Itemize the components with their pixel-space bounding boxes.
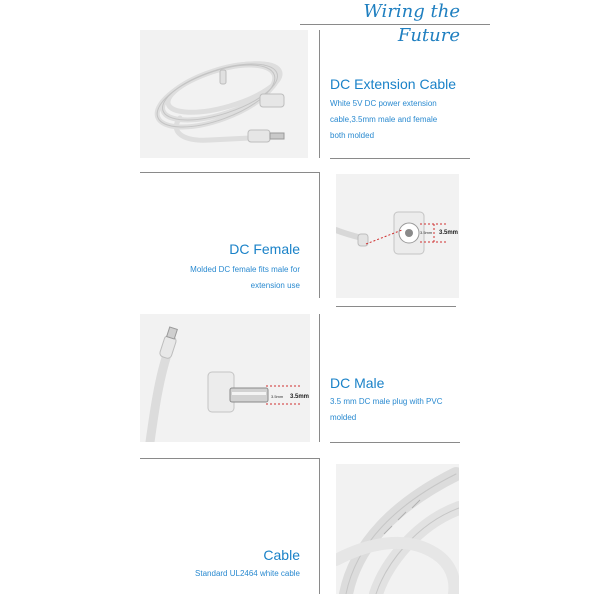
section-desc-cable [150, 566, 300, 582]
dc-male-plug-icon [140, 314, 310, 442]
desc-line: both molded [330, 131, 375, 140]
section-title-cable: Cable [263, 547, 300, 563]
section-divider [330, 158, 470, 159]
section-desc-dc-extension-cable [330, 96, 490, 144]
section-divider [140, 458, 320, 459]
white-cable-closeup-icon [336, 464, 459, 594]
desc-line: extension use [250, 281, 300, 290]
dimension-label: 3.5mm [290, 394, 310, 400]
header-underline [300, 24, 490, 25]
section-desc-dc-male [330, 394, 490, 426]
dimension-label: 3.5mm [439, 230, 459, 236]
desc-line: molded [330, 413, 357, 422]
section-divider-vertical [319, 314, 320, 442]
section-divider [336, 306, 456, 307]
section-title-dc-male: DC Male [330, 375, 385, 391]
dc-female-jack-icon [336, 174, 459, 298]
section-divider [330, 442, 460, 443]
desc-line: 3.5 mm DC male plug with PVC [330, 397, 443, 406]
dimension-label: 3.5mm [420, 230, 433, 235]
slogan: Wiring the Future [363, 1, 460, 46]
desc-line: White 5V DC power extension [330, 99, 437, 108]
section-divider-vertical [319, 172, 320, 298]
section-divider-vertical [319, 458, 320, 594]
section-divider [140, 172, 320, 173]
desc-line: Standard UL2464 white cable [195, 569, 300, 578]
desc-line: Molded DC female fits male for [190, 265, 300, 274]
dimension-label: 3.5mm [271, 394, 284, 399]
section-desc-dc-female [150, 262, 300, 294]
coiled-cable-icon [140, 30, 308, 158]
desc-line: cable,3.5mm male and female [330, 115, 438, 124]
section-title-dc-female: DC Female [229, 241, 300, 257]
section-title-dc-extension-cable: DC Extension Cable [330, 76, 457, 92]
section-divider-vertical [319, 30, 320, 158]
